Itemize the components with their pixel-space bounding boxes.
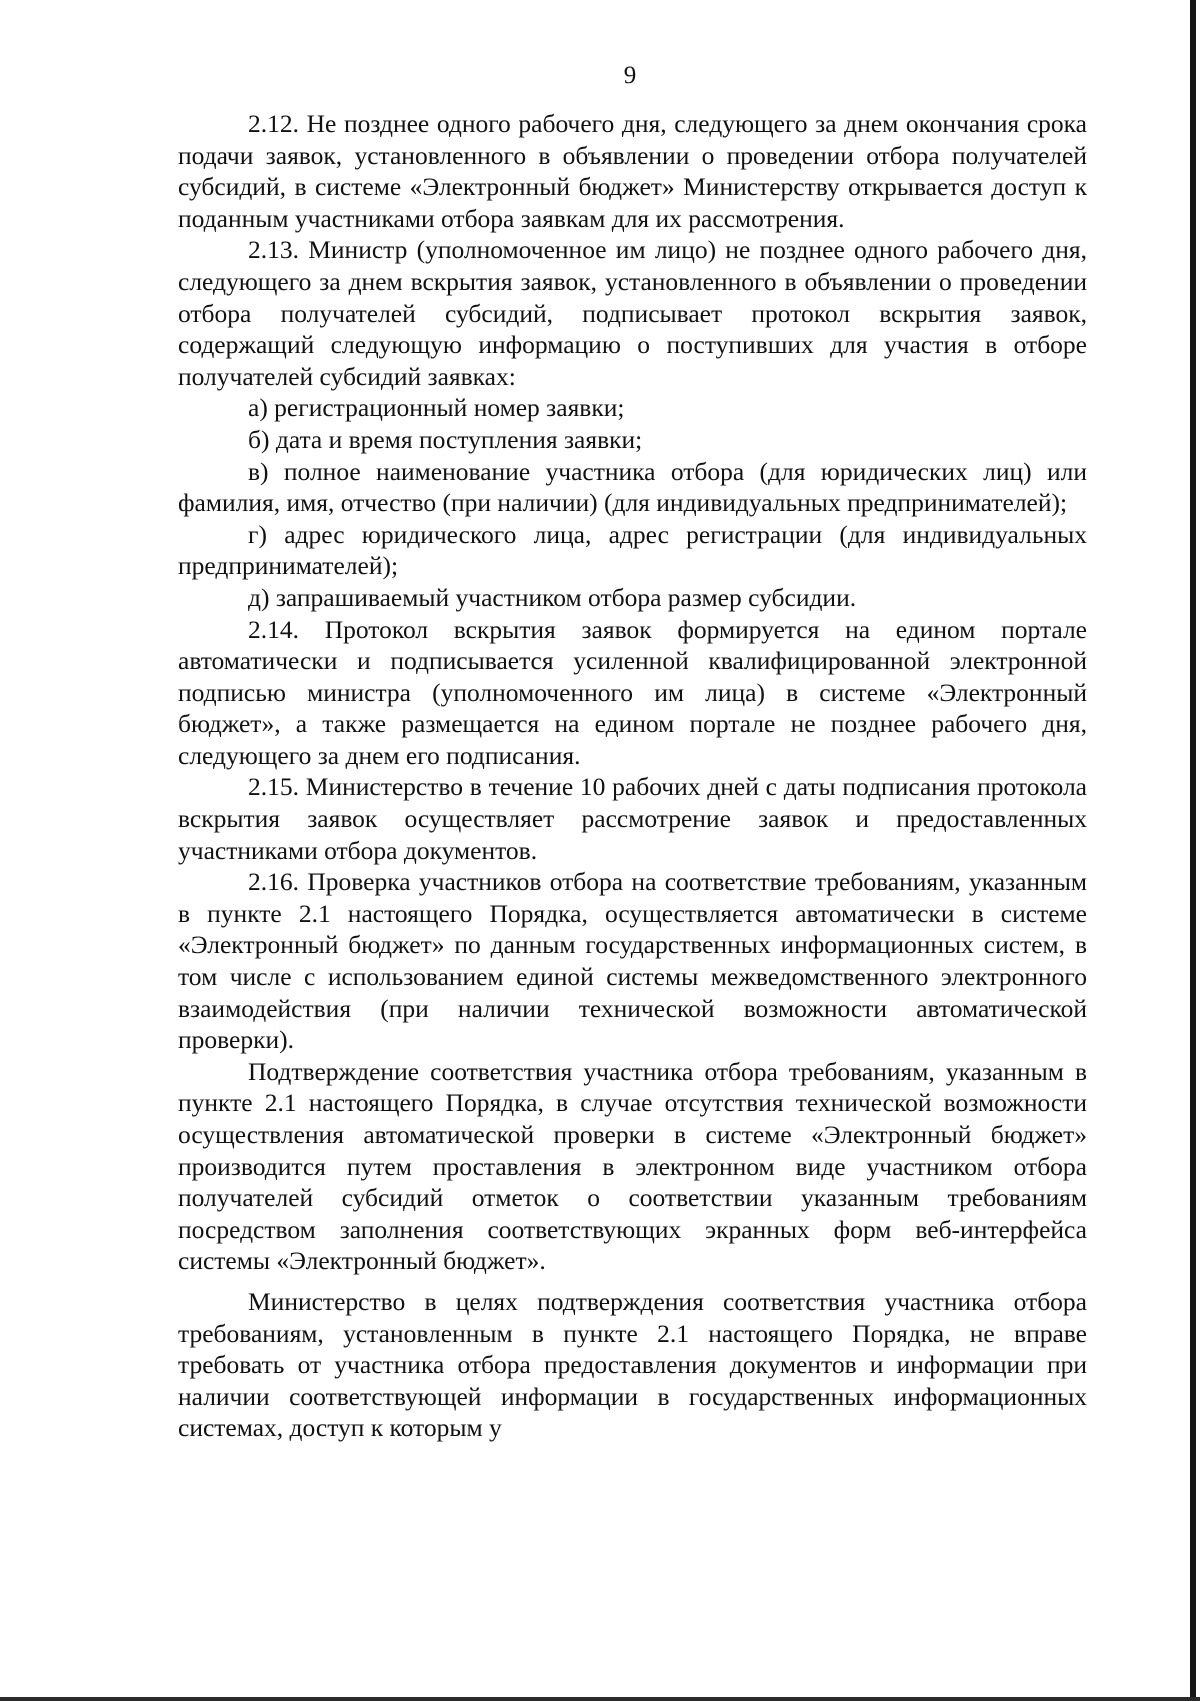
- paragraph-2-13: 2.13. Министр (уполномоченное им лицо) не позднее одного рабочего дня, следующего за днем вскрытия заявок, установленного в объявлении о проведении отбора получателей субсидий, подписывает протокол вскрытия заявок, содержащий следующую информацию о поступивших для участия в отборе получателей субсидий заявках:: [178, 235, 1087, 391]
- list-item-b: б) дата и время поступления заявки;: [248, 424, 643, 454]
- paragraph-2-12: 2.12. Не позднее одного рабочего дня, следующего за днем окончания срока подачи заявок, установленного в объявлении о проведении отбора получателей субсидий, в системе «Электронный бюджет» Министерству открывается доступ к поданным участниками отбора заявкам для их рассмотрения.: [178, 109, 1087, 233]
- list-item-g: г) адрес юридического лица, адрес регистрации (для индивидуальных предпринимателей);: [178, 519, 1087, 581]
- page-number: 9: [623, 62, 637, 89]
- paragraph-2-14: 2.14. Протокол вскрытия заявок формируется на едином портале автоматически и подписывается усиленной квалифицированной электронной подписью министра (уполномоченного им лица) в системе «Электронный бюджет», а также размещается на едином портале не позднее рабочего дня, следующего за днем его подписания.: [178, 614, 1087, 770]
- paragraph-2-16: 2.16. Проверка участников отбора на соответствие требованиям, указанным в пункте 2.1 настоящего Порядка, осуществляется автоматически в системе «Электронный бюджет» по данным государственных информационных систем, в том числе с использованием единой системы межведомственного электронного взаимодействия (при наличии технической возможности автоматической проверки).: [178, 867, 1087, 1055]
- scan-edge: [1190, 0, 1196, 1701]
- scan-edge-bottom: [0, 1697, 1200, 1701]
- paragraph-ministry: Министерство в целях подтверждения соответствия участника отбора требованиям, установленным в пункте 2.1 настоящего Порядка, не вправе требовать от участника отбора предоставления документов и информации при наличии соответствующей информации в государственных информационных системах, доступ к которым у: [178, 1286, 1087, 1443]
- list-item-v: в) полное наименование участника отбора (для юридических лиц) или фамилия, имя, отчество (при наличии) (для индивидуальных предпринимателей);: [178, 456, 1087, 518]
- list-item-d: д) запрашиваемый участником отбора размер субсидии.: [248, 582, 857, 612]
- paragraph-2-15: 2.15. Министерство в течение 10 рабочих дней с даты подписания протокола вскрытия заявок осуществляет рассмотрение заявок и предоставленных участниками отбора документов.: [178, 772, 1087, 865]
- paragraph-confirmation: Подтверждение соответствия участника отбора требованиям, указанным в пункте 2.1 настоящего Порядка, в случае отсутствия технической возможности осуществления автоматической проверки в системе «Электронный бюджет» производится путем проставления в электронном виде участником отбора получателей субсидий отметок о соответствии указанным требованиям посредством заполнения соответствующих экранных форм веб-интерфейса системы «Электронный бюджет».: [178, 1056, 1087, 1276]
- document-body: [178, 108, 1087, 1444]
- list-item-a: а) регистрационный номер заявки;: [248, 393, 625, 423]
